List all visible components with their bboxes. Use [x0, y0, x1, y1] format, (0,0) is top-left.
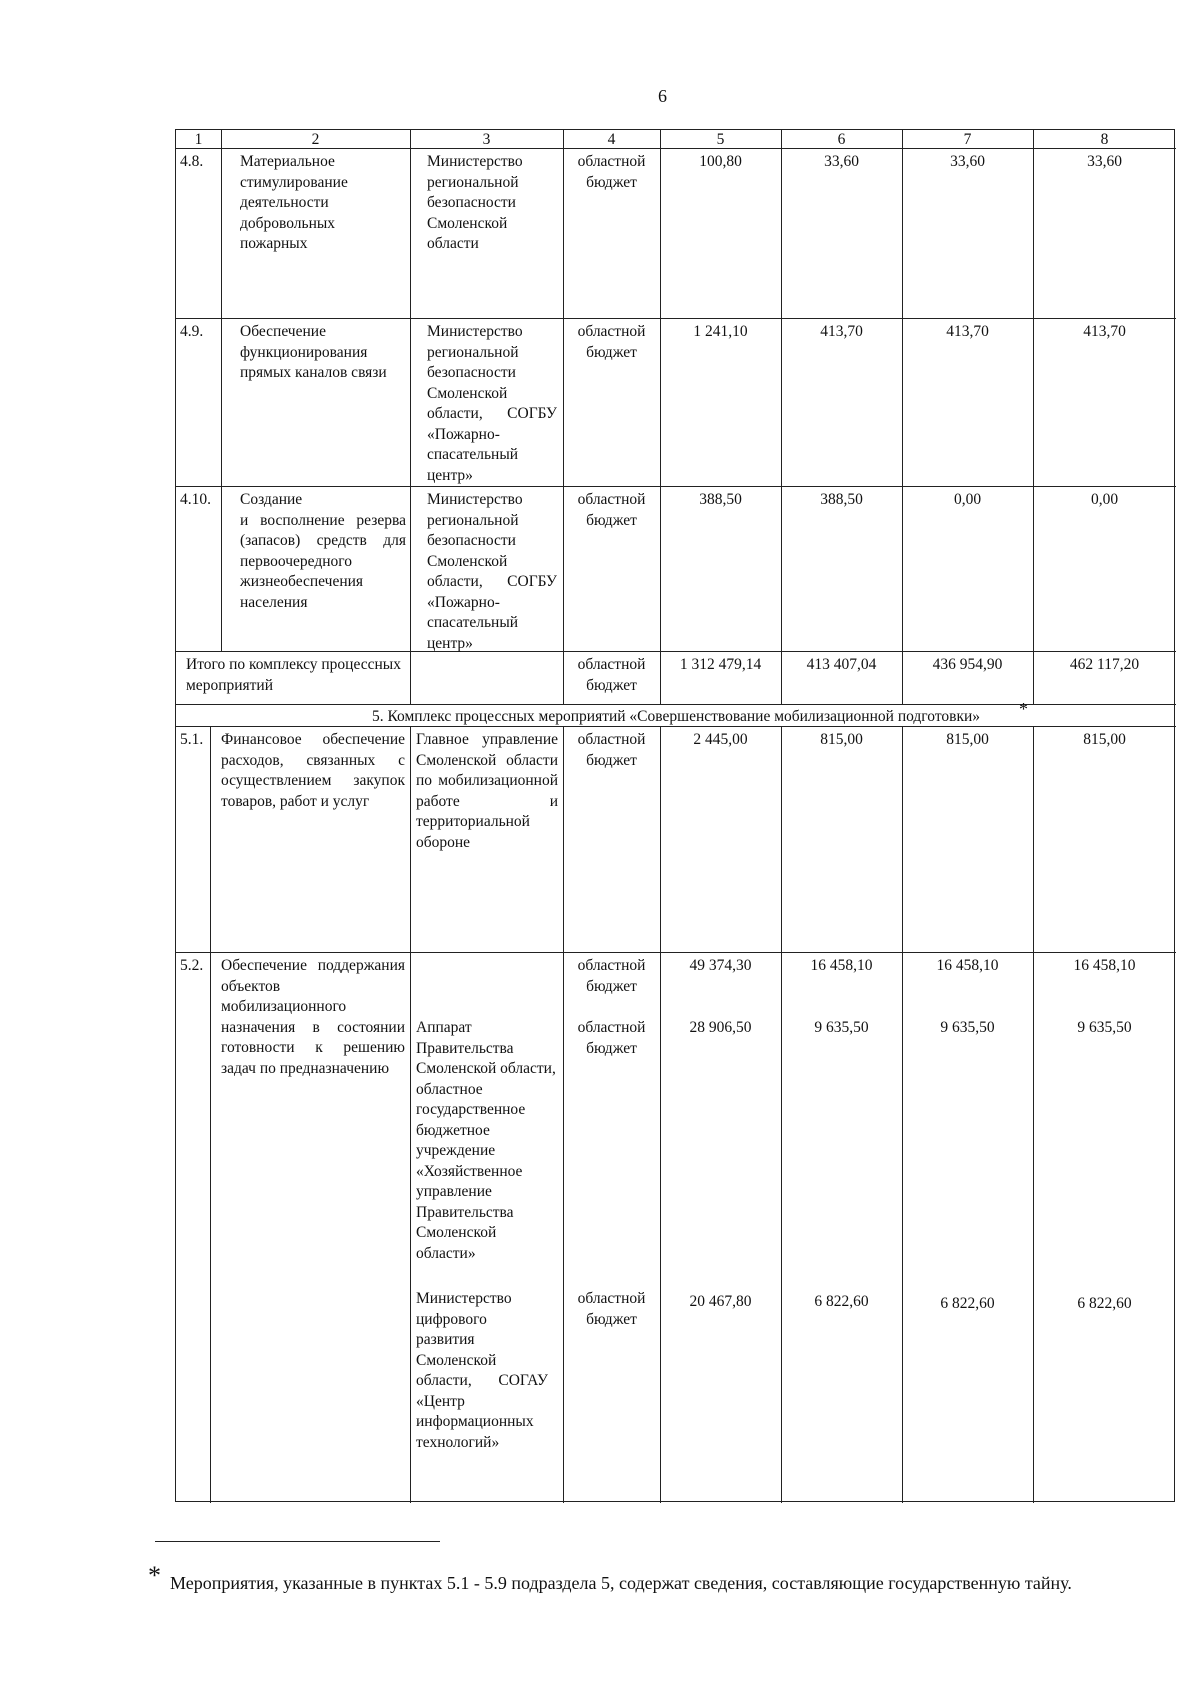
header-cell: 4 — [607, 131, 616, 148]
value-year3: 413,70 — [1083, 323, 1126, 340]
col-divider — [902, 726, 903, 1503]
responsible-org: Министерство региональной безопасности Смоленской области — [427, 153, 523, 252]
funding-source: областной бюджет — [577, 957, 646, 995]
funding-source: областной бюджет — [577, 323, 646, 361]
section-heading: 5. Комплекс процессных мероприятий «Совершенствование мобилизационной подготовки» — [371, 708, 981, 725]
col-divider — [781, 726, 782, 1503]
row-number: 4.9. — [180, 323, 204, 340]
value-year1: 16 458,10 — [810, 957, 873, 974]
col-divider — [1033, 726, 1034, 1503]
total-year3: 462 117,20 — [1069, 656, 1140, 673]
page-number: 6 — [658, 86, 667, 106]
value-year3: 6 822,60 — [1077, 1295, 1132, 1312]
col-divider — [781, 130, 782, 704]
value-year2: 16 458,10 — [936, 957, 999, 974]
responsible-org: Аппарат Правительства Смоленской области, областное государственное бюджетное учреждение «Хозяйственное управление Правительства Смоленской области» — [416, 1019, 556, 1262]
measure-name: Материальное стимулирование деятельности добровольных пожарных — [240, 153, 348, 252]
responsible-org: Главное управление Смоленской области по мобилизационной работе и территориальной обороне — [416, 731, 558, 851]
funding-source: областной бюджет — [577, 1019, 646, 1057]
total-year2: 436 954,90 — [932, 656, 1003, 673]
value-year3: 815,00 — [1083, 731, 1126, 748]
responsible-org: Министерство региональной безопасности Смоленской области, СОГБУ «Пожарно-спасательный центр» — [427, 491, 557, 652]
footnote-separator — [155, 1541, 440, 1542]
value-year2: 815,00 — [946, 731, 989, 748]
responsible-org: Министерство цифрового развития Смоленской области, СОГАУ «Центр информационных технологий» — [416, 1290, 548, 1451]
row-number: 4.8. — [180, 153, 204, 170]
funding-source: областной бюджет — [577, 153, 646, 191]
measure-name: Обеспечение функционирования прямых каналов связи — [240, 323, 387, 381]
value-year1: 388,50 — [820, 491, 863, 508]
col-divider — [221, 130, 222, 651]
budget-table — [175, 129, 1175, 1502]
row-divider — [176, 318, 1176, 319]
value-year2: 6 822,60 — [940, 1295, 995, 1312]
header-cell: 6 — [837, 131, 846, 148]
value-year1: 6 822,60 — [814, 1293, 869, 1310]
col-divider — [410, 130, 411, 704]
value-total: 388,50 — [699, 491, 742, 508]
row-number: 5.2. — [180, 957, 204, 974]
measure-name: и восполнение резерва (запасов) средств для первоочередного жизнеобеспечения населения — [240, 511, 406, 611]
footnote-mark: * — [148, 1561, 161, 1590]
footnote-text: Мероприятия, указанные в пунктах 5.1 - 5.9 подраздела 5, содержат сведения, составляющие государственную тайну. — [170, 1573, 1072, 1593]
header-cell: 1 — [194, 131, 203, 148]
value-total: 28 906,50 — [689, 1019, 752, 1036]
responsible-org: Министерство региональной безопасности Смоленской области, СОГБУ «Пожарно-спасательный центр» — [427, 323, 557, 484]
col-divider — [563, 726, 564, 1503]
row-divider — [176, 486, 1176, 487]
measure-name: Финансовое обеспечение расходов, связанных с осуществлением закупок товаров, работ и услуг — [221, 731, 405, 810]
measure-name: Обеспечение поддержания объектов мобилизационного назначения в состоянии готовности к решению задач по предназначению — [221, 957, 405, 1077]
value-year2: 9 635,50 — [940, 1019, 995, 1036]
row-divider — [176, 651, 1176, 652]
value-total: 100,80 — [699, 153, 742, 170]
value-total: 49 374,30 — [689, 957, 752, 974]
value-year1: 9 635,50 — [814, 1019, 869, 1036]
value-year1: 33,60 — [824, 153, 859, 170]
value-total: 1 241,10 — [693, 323, 748, 340]
header-cell: 3 — [482, 131, 491, 148]
value-total: 2 445,00 — [693, 731, 748, 748]
header-cell: 2 — [311, 131, 320, 148]
funding-source: областной бюджет — [577, 656, 646, 694]
value-year3: 33,60 — [1087, 153, 1122, 170]
value-year2: 33,60 — [950, 153, 985, 170]
total-label: Итого по комплексу процессных мероприятий — [186, 656, 401, 694]
row-divider — [176, 952, 1176, 953]
measure-name-first-line: Создание — [240, 491, 303, 508]
value-year3: 9 635,50 — [1077, 1019, 1132, 1036]
row-number: 5.1. — [180, 731, 204, 748]
col-divider — [210, 726, 211, 1503]
row-number: 4.10. — [180, 491, 211, 508]
funding-source: областной бюджет — [577, 731, 646, 769]
col-divider — [563, 130, 564, 704]
footnote-marker: * — [1019, 699, 1028, 719]
value-year2: 0,00 — [953, 491, 982, 508]
value-total: 20 467,80 — [689, 1293, 752, 1310]
value-year3: 0,00 — [1090, 491, 1119, 508]
col-divider — [1033, 130, 1034, 704]
funding-source: областной бюджет — [577, 1290, 646, 1328]
total-year1: 413 407,04 — [806, 656, 877, 673]
col-divider — [660, 130, 661, 704]
header-cell: 7 — [963, 131, 972, 148]
header-cell: 5 — [716, 131, 725, 148]
value-year1: 815,00 — [820, 731, 863, 748]
total-value: 1 312 479,14 — [679, 656, 762, 673]
value-year3: 16 458,10 — [1073, 957, 1136, 974]
row-divider — [176, 726, 1176, 727]
col-divider — [410, 726, 411, 1503]
col-divider — [902, 130, 903, 704]
col-divider — [660, 726, 661, 1503]
funding-source: областной бюджет — [577, 491, 646, 529]
value-year1: 413,70 — [820, 323, 863, 340]
value-year2: 413,70 — [946, 323, 989, 340]
header-cell: 8 — [1100, 131, 1109, 148]
